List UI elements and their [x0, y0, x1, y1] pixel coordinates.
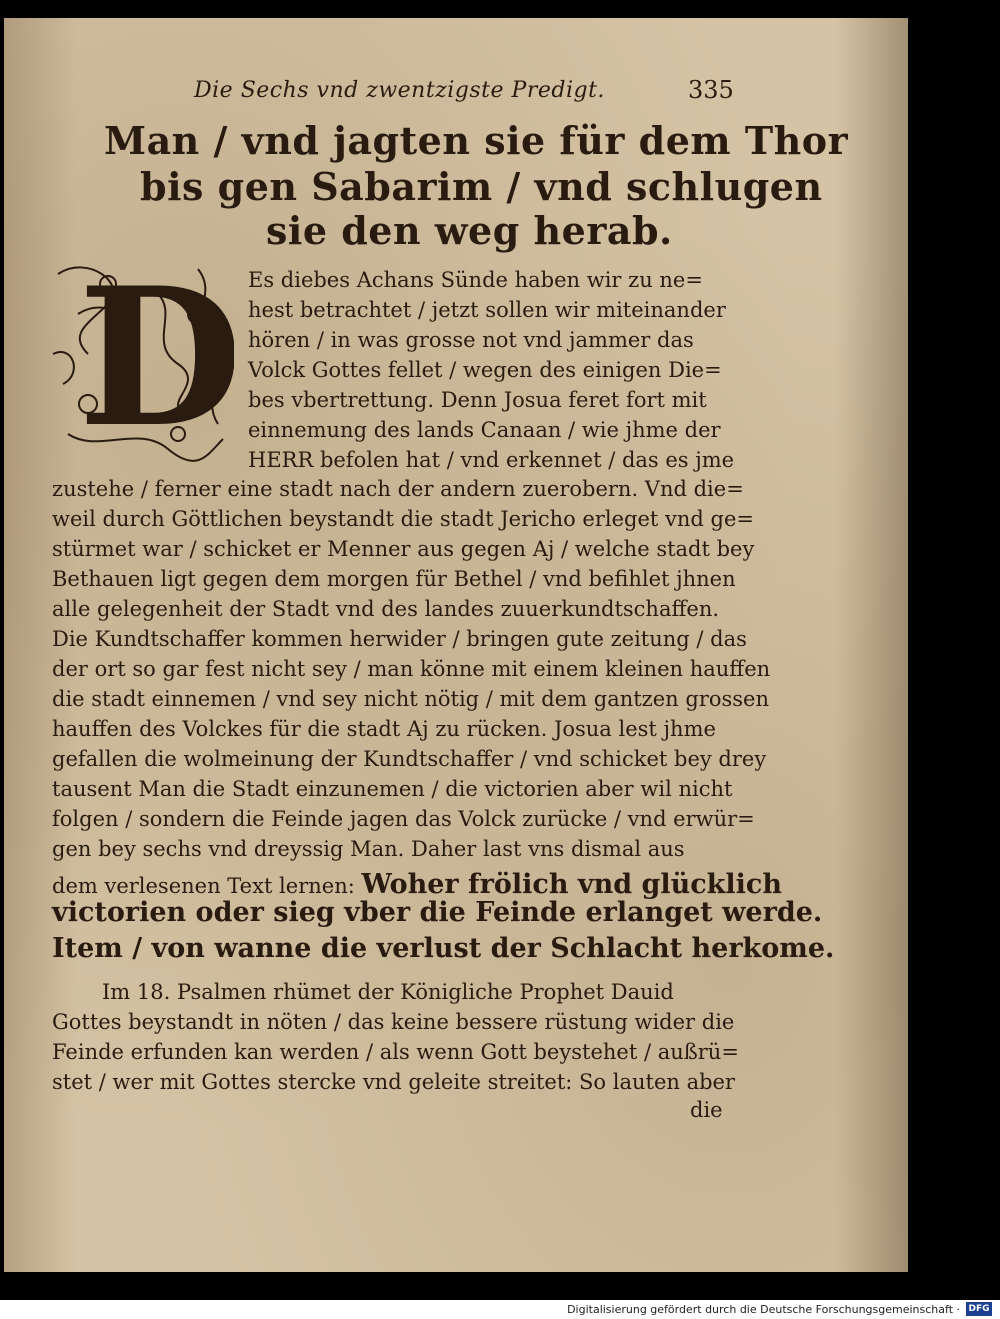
svg-text:D: D — [78, 254, 234, 464]
text-line: tausent Man die Stadt einzunemen / die victorien aber wil nicht — [52, 777, 733, 801]
text-line: gen bey sechs vnd dreyssig Man. Daher last vns dismal aus — [52, 837, 685, 861]
text-line: folgen / sondern die Feinde jagen das Volck zurücke / vnd erwür= — [52, 807, 755, 831]
text-line: die stadt einnemen / vnd sey nicht nötig / mit dem gantzen grossen — [52, 687, 770, 711]
emphasized-text: Woher frölich vnd glücklich — [361, 869, 782, 900]
text-line: gefallen die wolmeinung der Kundtschaffer / vnd schicket bey drey — [52, 747, 767, 771]
decorated-initial-d — [48, 254, 234, 464]
text-line: Die Kundtschaffer kommen herwider / bringen gute zeitung / das — [52, 627, 747, 651]
page-number: 335 — [688, 76, 734, 104]
text-line: HERR befolen hat / vnd erkennet / das es jme — [248, 448, 735, 472]
funding-notice: Digitalisierung gefördert durch die Deutsche Forschungsgemeinschaft · — [567, 1303, 960, 1316]
text-line: weil durch Göttlichen beystandt die stadt Jericho erleget vnd ge= — [52, 507, 755, 531]
text-line: Feinde erfunden kan werden / als wenn Gott beystehet / außrü= — [52, 1040, 739, 1064]
emphasized-line: victorien oder sieg vber die Feinde erlanget werde. — [52, 897, 823, 928]
dfg-logo-icon: DFG — [966, 1302, 992, 1316]
text-line: Gottes beystandt in nöten / das keine bessere rüstung wider die — [52, 1010, 735, 1034]
title-line-1: Man / vnd jagten sie für dem Thor — [104, 118, 849, 163]
text-line: Im 18. Psalmen rhümet der Königliche Prophet Dauid — [102, 980, 674, 1004]
catchword: die — [690, 1098, 723, 1122]
text-line: hauffen des Volckes für die stadt Aj zu rücken. Josua lest jhme — [52, 717, 716, 741]
text-fragment: dem verlesenen Text lernen: — [52, 874, 355, 898]
text-line: einnemung des lands Canaan / wie jhme der — [248, 418, 721, 442]
text-line: der ort so gar fest nicht sey / man könne mit einem kleinen hauffen — [52, 657, 771, 681]
ornament-initial-icon — [48, 254, 234, 464]
text-line: alle gelegenheit der Stadt vnd des landes zuuerkundtschaffen. — [52, 597, 720, 621]
text-line: zustehe / ferner eine stadt nach der andern zuerobern. Vnd die= — [52, 477, 744, 501]
text-line: stet / wer mit Gottes stercke vnd geleite streitet: So lauten aber — [52, 1070, 736, 1094]
text-line: hören / in was grosse not vnd jammer das — [248, 328, 694, 352]
book-page — [4, 18, 908, 1272]
text-line: Es diebes Achans Sünde haben wir zu ne= — [248, 268, 703, 292]
text-line: Bethauen ligt gegen dem morgen für Bethel / vnd befihlet jhnen — [52, 567, 736, 591]
text-line: stürmet war / schicket er Menner aus gegen Aj / welche stadt bey — [52, 537, 755, 561]
footer-bar — [0, 1300, 1000, 1319]
text-line: Volck Gottes fellet / wegen des einigen Die= — [248, 358, 722, 382]
title-line-2: bis gen Sabarim / vnd schlugen — [140, 164, 823, 209]
running-head: Die Sechs vnd zwentzigste Predigt. — [194, 78, 605, 103]
title-line-3: sie den weg herab. — [266, 208, 673, 253]
text-line: hest betrachtet / jetzt sollen wir miteinander — [248, 298, 726, 322]
text-line — [52, 869, 782, 900]
emphasized-line: Item / von wanne die verlust der Schlacht herkome. — [52, 933, 835, 964]
text-line: bes vbertrettung. Denn Josua feret fort mit — [248, 388, 707, 412]
